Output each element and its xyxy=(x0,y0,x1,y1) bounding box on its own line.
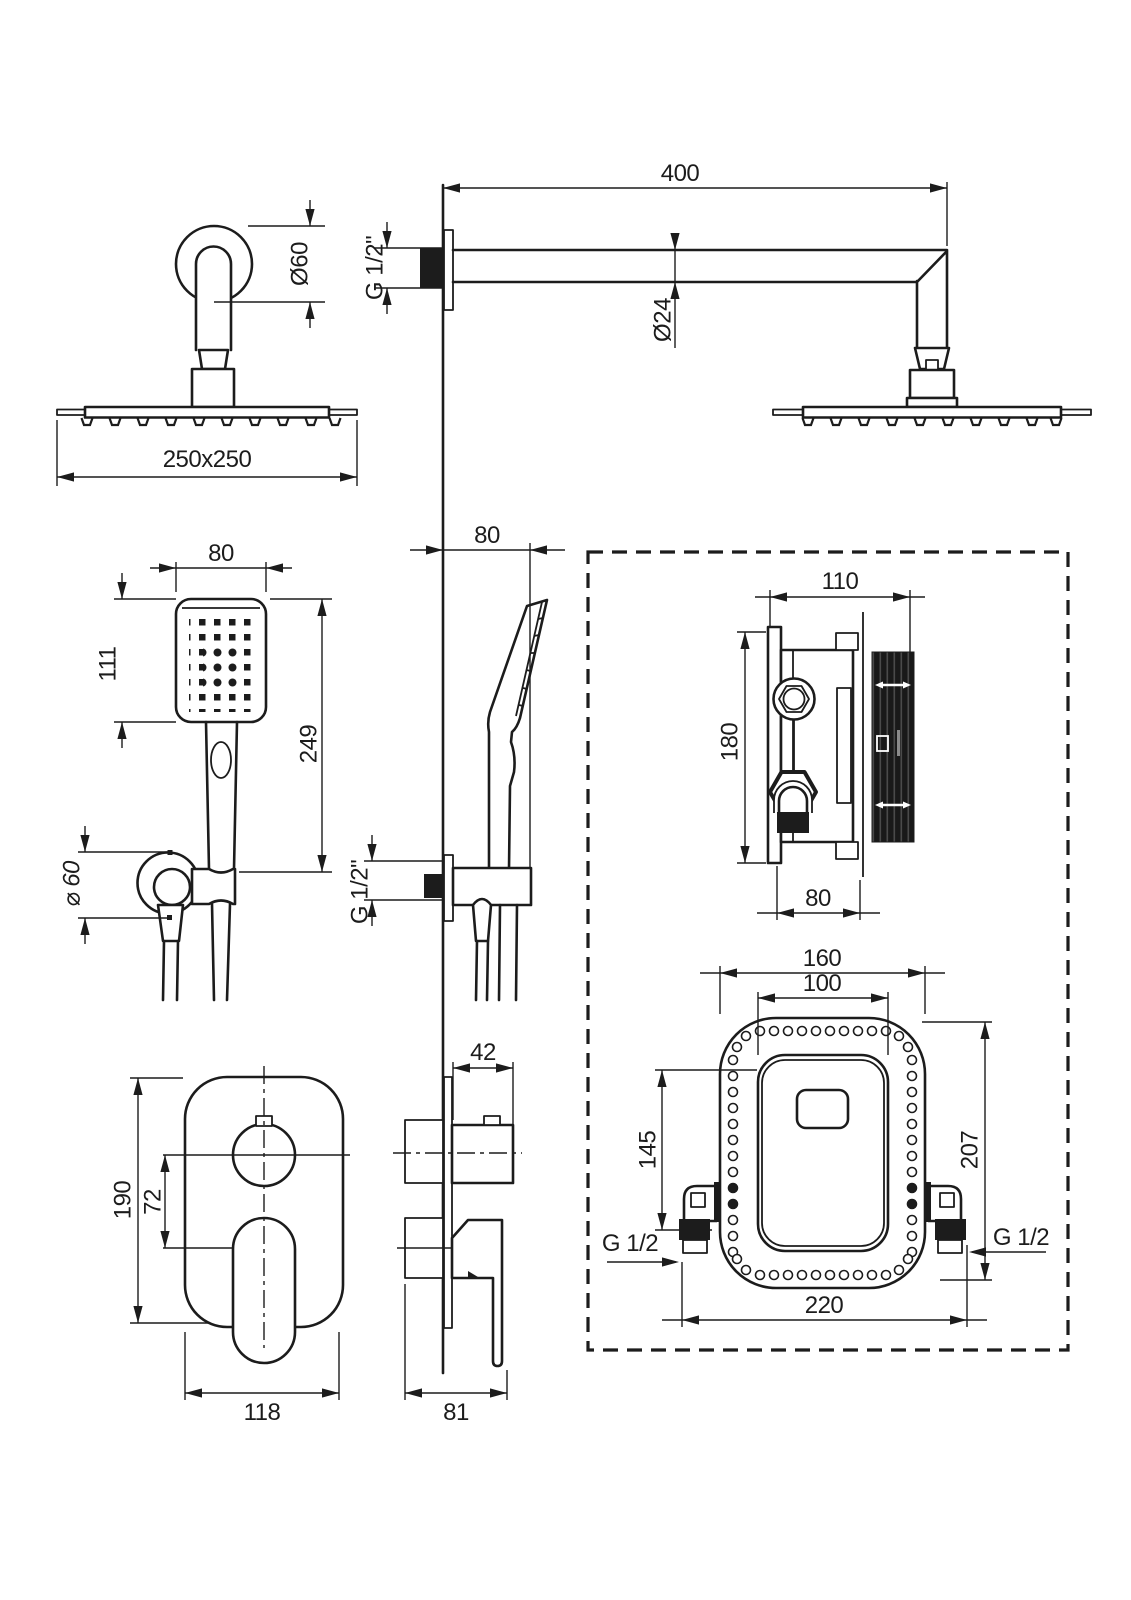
dim-hand-side-offset: 80 xyxy=(474,522,500,549)
view-trim-plate-front xyxy=(109,1066,350,1426)
dim-knob-depth: 42 xyxy=(470,1039,496,1066)
dim-box-bottom-width: 220 xyxy=(804,1292,844,1319)
hand-shower-profile xyxy=(488,600,547,869)
view-hand-shower-side xyxy=(346,522,565,1000)
diverter-button xyxy=(211,742,231,778)
dim-plate-height: 190 xyxy=(109,1180,137,1220)
function-window xyxy=(797,1090,848,1128)
knob-side xyxy=(452,1125,513,1183)
shower-plate xyxy=(803,407,1061,418)
dim-handle-spacing: 72 xyxy=(139,1189,167,1215)
shower-plate xyxy=(85,407,329,418)
view-trim-plate-side xyxy=(393,1039,522,1426)
dim-valve-body-depth: 80 xyxy=(805,885,831,912)
lever-side xyxy=(452,1220,502,1366)
dim-box-right-height: 207 xyxy=(956,1130,984,1170)
holder-flange xyxy=(444,855,453,921)
dim-holder-diameter: ⌀ 60 xyxy=(58,861,86,907)
view-overhead-shower-front xyxy=(57,200,357,486)
dim-valve-height: 180 xyxy=(716,722,744,762)
dim-holder-thread: G 1/2" xyxy=(346,859,374,925)
plate-edge xyxy=(444,1077,452,1328)
wall-depth-zone xyxy=(872,652,914,842)
hose-cone xyxy=(473,899,491,941)
thread-connector xyxy=(420,248,444,288)
wall-flange xyxy=(444,230,453,310)
dim-hand-width: 80 xyxy=(208,540,234,567)
dim-thread-right: G 1/2 xyxy=(992,1224,1050,1251)
dim-plate-width: 118 xyxy=(243,1399,281,1426)
hose-cone xyxy=(158,905,183,941)
dim-valve-depth: 110 xyxy=(821,568,859,595)
dim-hand-total-height: 249 xyxy=(295,724,323,764)
tube-cone xyxy=(199,350,228,369)
dim-box-outer-width: 160 xyxy=(802,945,842,972)
shower-arm xyxy=(453,250,947,347)
head-connector xyxy=(192,369,234,407)
valve-body-upper xyxy=(405,1120,443,1183)
head-connector xyxy=(910,370,954,398)
outlet-connector xyxy=(777,812,809,833)
dim-arm-length: 400 xyxy=(660,160,700,187)
thread-connector xyxy=(424,874,444,898)
dim-trim-depth: 81 xyxy=(443,1399,469,1426)
spray-nozzles xyxy=(82,418,341,425)
dim-box-inner-width: 100 xyxy=(802,970,842,997)
holder-block xyxy=(453,868,531,905)
dim-head-plate-size: 250x250 xyxy=(162,446,252,473)
dim-arm-diameter: Ø24 xyxy=(649,298,677,342)
view-hand-shower-front xyxy=(58,540,332,1000)
dim-head-diameter: Ø60 xyxy=(286,242,314,286)
dim-thread-left: G 1/2 xyxy=(601,1230,659,1257)
spray-nozzles xyxy=(803,418,1062,425)
dim-box-left-height: 145 xyxy=(634,1130,662,1170)
view-valve-front-installation xyxy=(602,945,1049,1327)
view-concealed-valve-side xyxy=(716,568,925,920)
dim-hand-head-height: 111 xyxy=(94,646,122,682)
trim-plate xyxy=(758,1055,888,1251)
holder-clamp xyxy=(192,869,235,904)
right-thread-connector xyxy=(935,1219,966,1240)
dim-arm-thread: G 1/2" xyxy=(361,235,389,301)
